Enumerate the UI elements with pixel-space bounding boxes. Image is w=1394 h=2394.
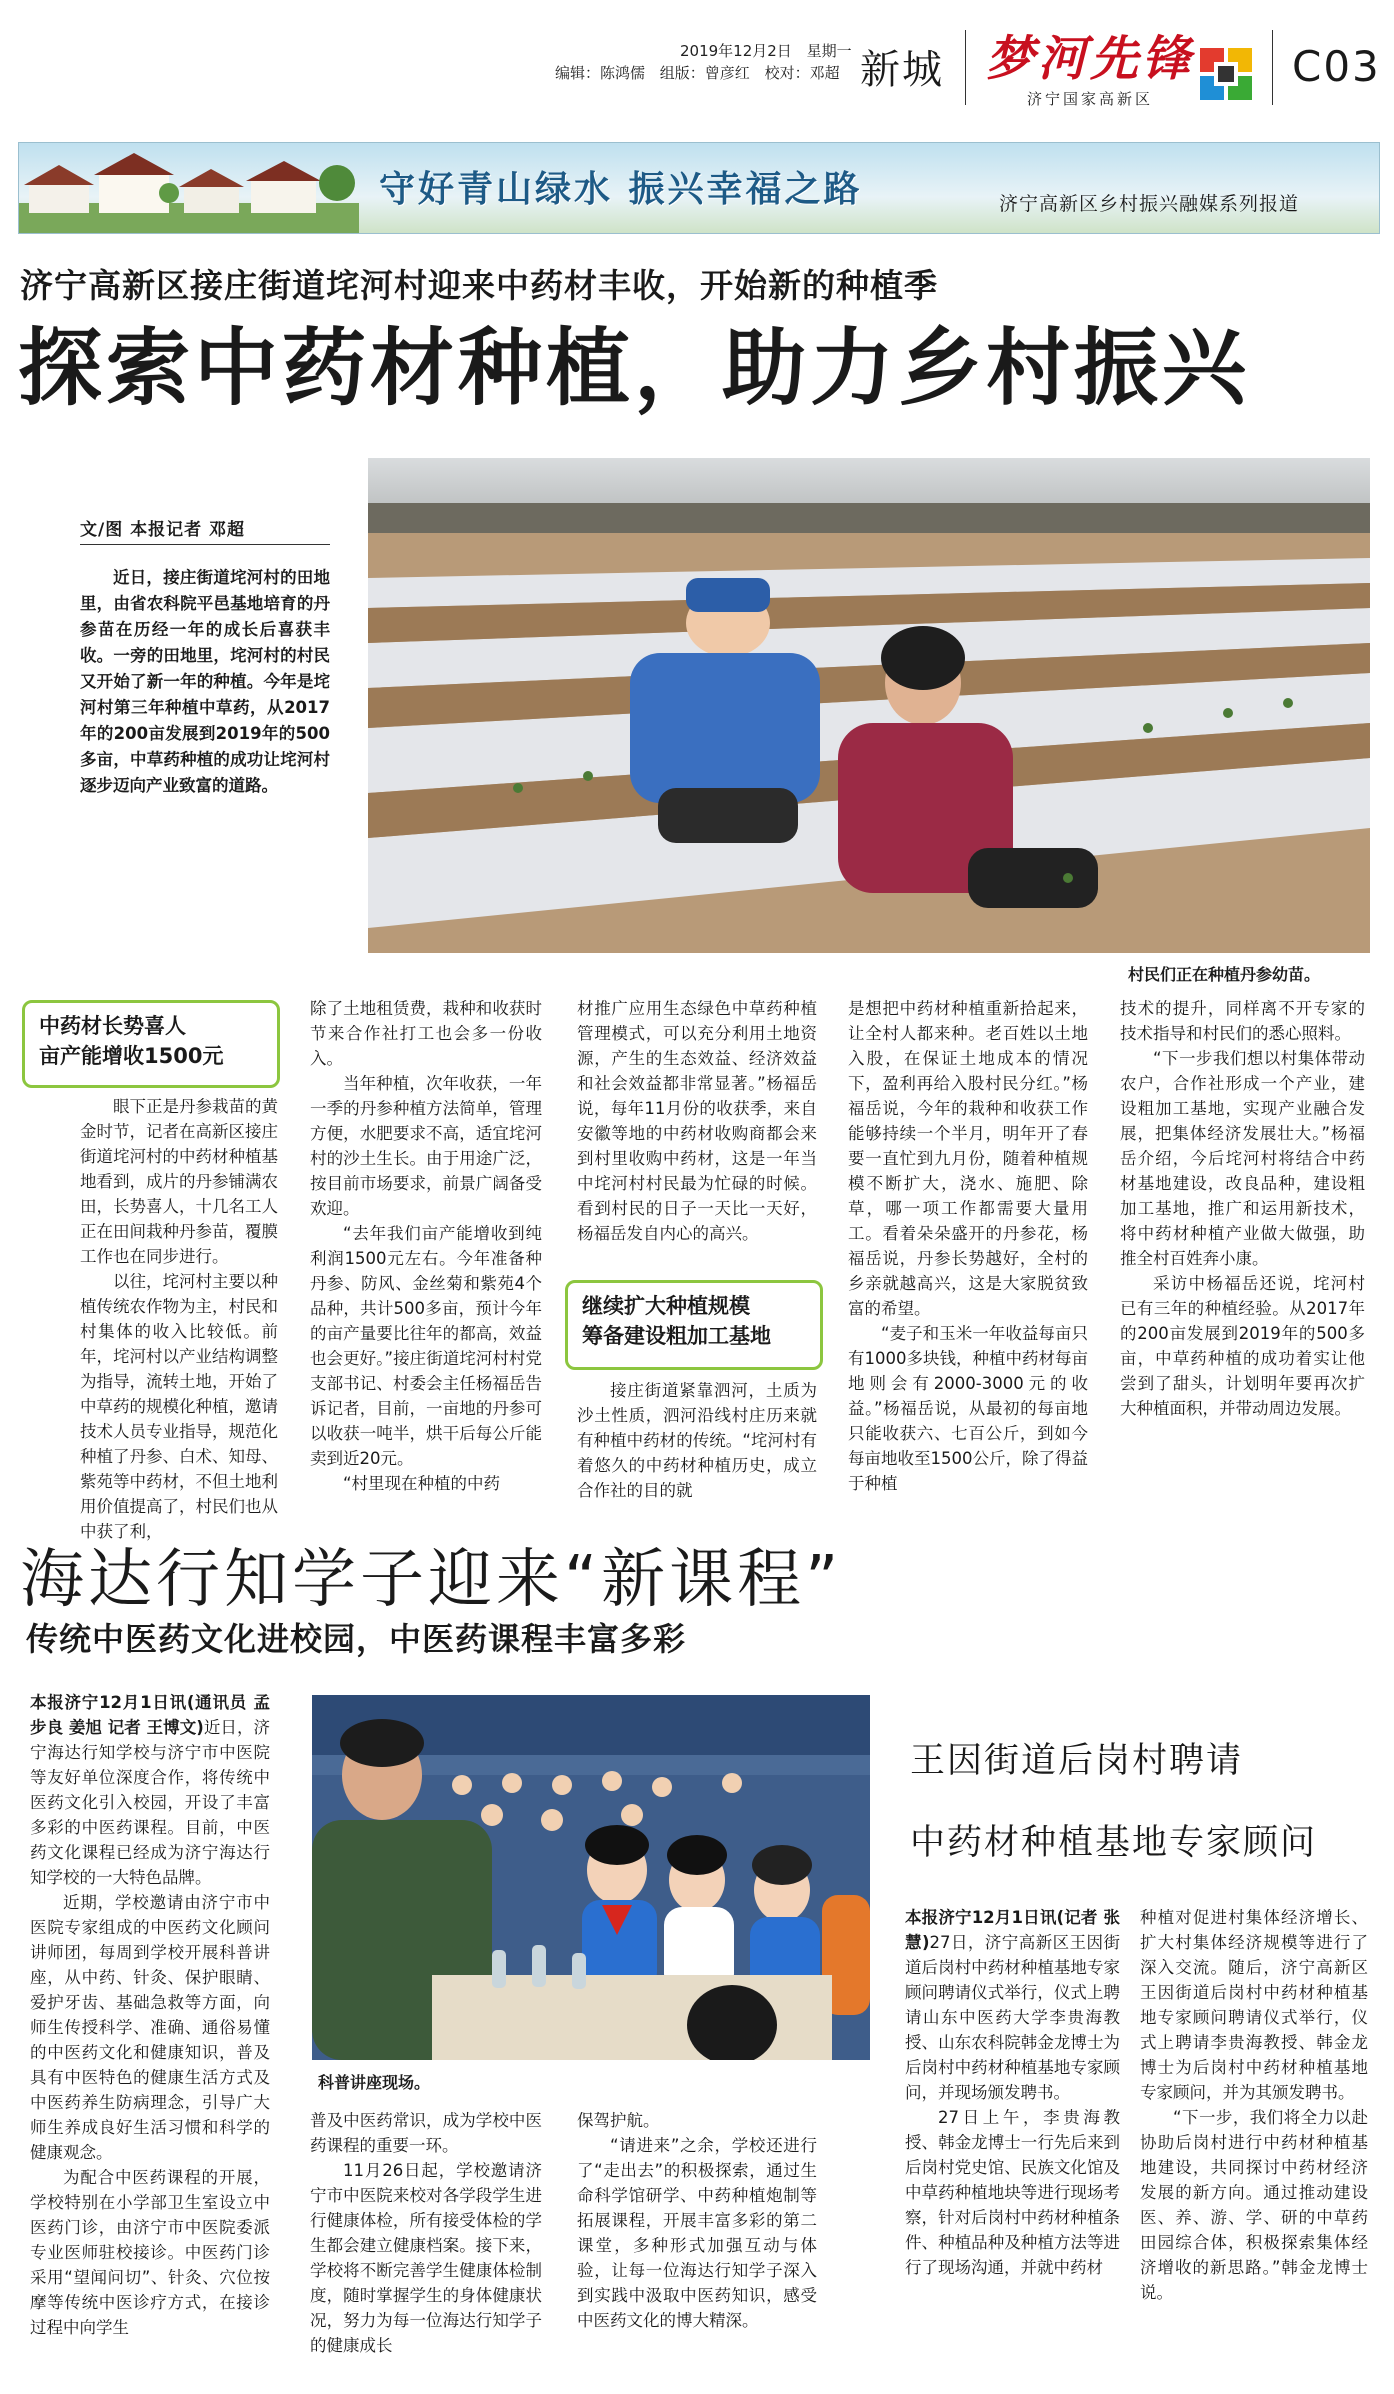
article2-title: 海达行知学子迎来“新课程” [20,1543,843,1617]
paragraph: 保驾护航。 [577,2111,660,2130]
paragraph: 27日上午，李贵海教授、韩金龙博士一行先后来到后岗村党史馆、民族文化馆及中草药种植地块等进行现场考察，针对后岗村中药材种植条件、种植品种及种植方法等进行了现场沟通，并就中药材 [905,2108,1120,2277]
paragraph: “去年我们亩产能增收到纯利润1500元左右。今年准备种丹参、防风、金丝菊和紫苑4个品种，共计500多亩，预计今年的亩产量要比往年的都高，效益也会更好。”接庄街道垞河村村党支部书记、村委会主任杨福岳告诉记者，目前，一亩地的丹参可以收获一吨半，烘干后每公斤能卖到近20元。 [310,1224,542,1468]
article1-subhead-yield [22,1000,280,1088]
layout-credit: 组版：曾彦红 [659,64,750,82]
paragraph: “下一步我们想以村集体带动农户，合作社形成一个产业，建设粗加工基地，实现产业融合发展，把集体经济发展壮大。”杨福岳介绍，今后垞河村将结合中药材基地建设，改良品种，建设粗加工基地，推广和运用新技术，将中药材种植产业做大做强，助推全村百姓奔小康。 [1120,1049,1365,1268]
brand-subtitle: 济宁国家高新区 [1026,90,1153,108]
article3-title-line2: 中药材种植基地专家顾问 [910,1823,1318,1863]
village-houses-illustration [19,143,359,234]
proof-credit: 校对：邓超 [764,64,840,82]
article2-col1 [30,1690,270,2340]
paragraph: 近日，济宁海达行知学校与济宁市中医院等友好单位深度合作，将传统中医药文化引入校园，开设了丰富多彩的中医药课程。目前，中医药文化课程已经成为济宁海达行知学校的一大特色品牌。 [30,1718,271,1887]
brand [985,30,1195,109]
brand-logo-icon [1198,46,1254,102]
page-code: C03 [1292,42,1381,91]
paragraph: 11月26日起，学校邀请济宁市中医院来校对各学段学生进行健康体检，所有接受体检的学生都会建立健康档案。接下来，学校将不断完善学生健康体检制度，随时掌握学生的身体健康状况，努力为每一位海达行知学子的健康成长 [310,2161,542,2355]
paragraph: 材推广应用生态绿色中草药种植管理模式，可以充分利用土地资源，产生的生态效益、经济效益和社会效益都非常显著。”杨福岳说，每年11月份的收获季，来自安徽等地的中药材收购商都会来到村里收购中药材，这是一年当中垞河村村民最为忙碌的时候。看到村民的日子一天比一天好，杨福岳发自内心的高兴。 [577,999,817,1243]
article1-headline: 探索中药材种植，助力乡村振兴 [18,319,1251,417]
article1-kicker: 济宁高新区接庄街道垞河村迎来中药材丰收，开始新的种植季 [20,266,938,305]
divider [965,30,966,105]
subhead-text: 继续扩大种植规模 筹备建设粗加工基地 [582,1294,771,1348]
paragraph: 当年种植，次年收获，一年一季的丹参种植方法简单，管理方便，水肥要求不高，适宜垞河村的沙土生长。由于用途广泛，按目前市场要求，前景广阔备受欢迎。 [310,1074,542,1218]
paragraph: “麦子和玉米一年收益每亩只有1000多块钱，种植中药材每亩地则会有2000-3000元的收益。”杨福岳说，从最初的每亩地只能收获六、七百公斤，到如今每亩地收至1500公斤，除了得益于种植 [848,1324,1088,1493]
brand-name: 梦河先锋 [985,31,1194,87]
article1-col2 [310,996,542,1496]
article3-col2 [1140,1905,1368,2305]
paragraph: 以往，垞河村主要以种植传统农作物为主，村民和村集体的收入比较低。前年，垞河村以产业结构调整为指导，流转土地，开始了中草药的规模化种植，邀请技术人员专业指导，规范化种植了丹参、白术、知母、紫苑等中药材，不但土地利用价值提高了，村民们也从中获了利， [80,1272,278,1541]
issue-date: 2019年12月2日 [680,42,792,60]
paragraph: 27日，济宁高新区王因街道后岗村中药材种植基地专家顾问聘请仪式举行，仪式上聘请山东中医药大学李贵海教授、山东农科院韩金龙博士为后岗村中药材种植基地专家顾问，并现场颁发聘书。 [905,1933,1120,2102]
article3-dateline-para [905,1905,1120,2105]
paragraph: 为配合中医药课程的开展，学校特别在小学部卫生室设立中医药门诊，由济宁市中医院委派专业医师驻校接诊。中医药门诊采用“望闻问切”、针灸、穴位按摩等传统中医诊疗方式，在接诊过程中向学生 [30,2168,270,2337]
masthead [0,0,1394,135]
article1-col3b [577,1378,817,1503]
section-name: 新城 [860,47,944,93]
subhead-text: 中药材长势喜人 亩产能增收1500元 [39,1014,224,1068]
article1-byline: 文/图 本报记者 邓超 [80,515,330,545]
article2-photo [312,1695,870,2060]
banner-slogan: 守好青山绿水 振兴幸福之路 [379,169,863,210]
paragraph: 种植对促进村集体经济增长、扩大村集体经济规模等进行了深入交流。随后，济宁高新区王因街道后岗村中药材种植基地专家顾问聘请仪式举行，仪式上聘请李贵海教授、韩金龙博士为后岗村中药材种植基地专家顾问，并为其颁发聘书。 [1140,1908,1368,2102]
article3-title-line1: 王因街道后岗村聘请 [910,1741,1244,1781]
issue-weekday: 星期一 [806,42,852,60]
article2-col2 [310,2108,542,2358]
paragraph: “下一步，我们将全力以赴协助后岗村进行中药材种植基地建设，共同探讨中药材经济发展的新方向。通过推动建设医、养、游、学、研的中草药田园综合体，积极探索集体经济增收的新思路。”韩金龙博士说。 [1140,2108,1368,2302]
article1-col3 [577,996,817,1246]
paragraph: “村里现在种植的中药 [343,1474,501,1493]
paragraph: 除了土地租赁费，栽种和收获时节来合作社打工也会多一份收入。 [310,999,542,1068]
article1-photo [368,458,1370,953]
lead-paragraph: 近日，接庄街道垞河村的田地里，由省农科院平邑基地培育的丹参苗在历经一年的成长后喜获丰收。一旁的田地里，垞河村的村民又开始了新一年的种植。今年是垞河村第三年种植中草药，从2017年的200亩发展到2019年的500多亩，中草药种植的成功让垞河村逐步迈向产业致富的道路。 [80,568,330,795]
article2-subtitle: 传统中医药文化进校园，中医药课程丰富多彩 [26,1620,687,1658]
paragraph: 是想把中药材种植重新拾起来，让全村人都来种。老百姓以土地入股，在保证土地成本的情况下，盈利再给入股村民分红。”杨福岳说，今年的栽种和收获工作能够持续一个半月，明年开了春要一直忙到九月份，随着种植规模不断扩大，浇水、施肥、除草，哪一项工作都需要大量用工。看着朵朵盛开的丹参花，杨福岳说，丹参长势越好，全村的乡亲就越高兴，这是大家脱贫致富的希望。 [848,999,1088,1318]
paragraph: 眼下正是丹参栽苗的黄金时节，记者在高新区接庄街道垞河村的中药材种植基地看到，成片的丹参铺满农田，长势喜人，十几名工人正在田间栽种丹参苗，覆膜工作也在同步进行。 [80,1097,278,1266]
paragraph: 近期，学校邀请由济宁市中医院专家组成的中医药文化顾问讲师团，每周到学校开展科普讲座，从中药、针灸、保护眼睛、爱护牙齿、基础急救等方面，向师生传授科学、准确、通俗易懂的中医药文化和健康知识，普及具有中医特色的健康生活方式及中医药养生防病理念，引导广大师生养成良好生活习惯和科学的健康观念。 [30,1893,270,2162]
article3-title-box [890,1725,1380,1885]
masthead-meta [555,40,862,84]
article1-col1 [80,1094,278,1544]
banner-series-title: 济宁高新区乡村振兴融媒系列报道 [999,193,1300,215]
paragraph: 采访中杨福岳还说，垞河村已有三年的种植经验。从2017年的200亩发展到2019年的500多亩，中草药种植的成功着实让他尝到了甜头，计划明年要再次扩大种植面积，并带动周边发展。 [1120,1274,1365,1418]
editor-credit: 编辑：陈鸿儒 [555,64,646,82]
paragraph: 技术的提升，同样离不开专家的技术指导和村民们的悉心照料。 [1120,999,1365,1043]
paragraph: 接庄街道紧靠泗河，土质为沙土性质，泗河沿线村庄历来就有种植中药材的传统。“垞河村有着悠久的中药材种植历史，成立合作社的目的就 [577,1381,817,1500]
article1-col4 [848,996,1088,1496]
divider [1272,30,1273,105]
article2-dateline-para [30,1690,270,1890]
paragraph: 普及中医药常识，成为学校中医药课程的重要一环。 [310,2111,542,2155]
article3-col1 [905,1905,1120,2280]
article1-col5 [1120,996,1365,1421]
article2-col3 [577,2108,817,2333]
article1-lead [80,565,330,799]
article1-photo-caption: 村民们正在种植丹参幼苗。 [1128,965,1321,984]
article1-subhead-expand [565,1280,823,1370]
article3-dateline: 本报济宁12月1日讯(记者 张慧) [905,1908,1120,1952]
article2-photo-caption: 科普讲座现场。 [318,2073,431,2092]
series-banner [18,142,1380,234]
article2-dateline: 本报济宁12月1日讯(通讯员 孟步良 姜旭 记者 王博文) [30,1693,270,1737]
paragraph: “请进来”之余，学校还进行了“走出去”的积极探索，通过生命科学馆研学、中药种植炮制等拓展课程，开展丰富多彩的第二课堂，多种形式加强互动与体验，让每一位海达行知学子深入到实践中汲取中医药知识，感受中医药文化的博大精深。 [577,2136,817,2330]
